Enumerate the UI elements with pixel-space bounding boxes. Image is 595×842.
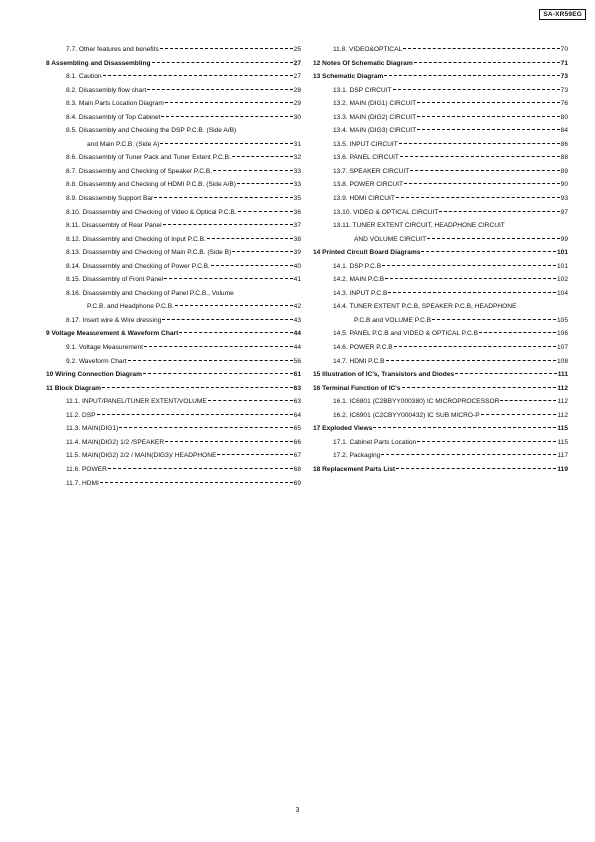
toc-page-number: 119 [557,465,568,473]
toc-entry-title: 9 Voltage Measurement & Waveform Chart [46,330,179,338]
toc-entry-title: 8.14. Disassembly and Checking of Power P.C.B. [66,262,210,270]
toc-right-column [313,43,568,477]
toc-entry-title: 16.2. IC6901 (C2CBYY000432) IC SUB MICRO-P [333,411,480,419]
toc-leader-line [119,427,292,428]
toc-subsection-entry[interactable] [46,206,301,220]
toc-subsection-entry[interactable] [313,206,568,220]
toc-page-number: 73 [560,73,568,81]
toc-entry-title: 10 Wiring Connection Diagram [46,371,142,379]
toc-subsection-entry[interactable] [46,233,301,247]
toc-page-number: 64 [293,411,301,419]
toc-entry-title: 8.15. Disassembly of Front Panel [66,276,164,284]
toc-entry-title: 16 Terminal Function of IC's [313,384,401,392]
toc-leader-line [175,305,293,306]
toc-leader-line [108,468,293,469]
toc-section-entry[interactable] [46,57,301,71]
toc-section-entry[interactable] [46,382,301,396]
toc-page-number: 101 [556,249,568,257]
toc-page-number: 40 [293,262,301,270]
toc-subsection-entry[interactable] [313,111,568,125]
toc-subsection-entry[interactable] [46,84,301,98]
toc-entry-title: 11.6. POWER [66,465,107,473]
toc-subsection-entry[interactable] [46,477,301,491]
toc-subsection-entry[interactable] [313,84,568,98]
toc-page-number: 67 [293,452,301,460]
toc-entry-title: 13.10. VIDEO & OPTICAL CIRCUIT [333,208,439,216]
toc-leader-line [500,400,556,401]
toc-page-number: 27 [293,59,301,67]
toc-subsection-entry[interactable] [46,273,301,287]
toc-entry-title: 17.2. Packaging [333,452,381,460]
toc-leader-line [404,183,560,184]
toc-leader-line [384,75,559,76]
toc-leader-line [163,224,293,225]
toc-entry-title: 12 Notes Of Schematic Diagram [313,59,413,67]
toc-page-number: 117 [557,452,568,460]
toc-page-number: 89 [560,167,568,175]
toc-section-entry[interactable] [313,70,568,84]
toc-entry-title: 8.4. Disassembly of Top Cabinet [66,113,161,121]
toc-page-number: 30 [293,113,301,121]
toc-leader-line [400,156,560,157]
toc-entry-title: P.C.B. and Headphone P.C.B. [87,303,175,311]
toc-section-entry[interactable] [313,246,568,260]
toc-page-number: 33 [293,167,301,175]
toc-subsection-entry[interactable] [313,43,568,57]
toc-page-number: 25 [293,46,301,53]
toc-page-number: 97 [560,208,568,216]
toc-section-entry[interactable] [313,368,568,382]
toc-leader-line [160,48,293,49]
toc-page-number: 33 [293,181,301,189]
toc-leader-line [481,414,557,415]
toc-subsection-entry[interactable] [46,409,301,423]
toc-entry-title: 11.8. VIDEO&OPTICAL [333,46,403,53]
toc-entry-title: 11.5. MAIN(DIG2) 2/2 / MAIN(DIG3)/ HEADPHONE [66,452,217,460]
toc-page-number: 65 [293,425,301,433]
toc-entry-title: 13.1. DSP CIRCUIT [333,86,392,94]
toc-page-number: 112 [557,384,568,392]
toc-leader-line [381,454,556,455]
toc-subsection-entry[interactable] [313,178,568,192]
toc-subsection-entry[interactable] [46,463,301,477]
toc-entry-title: 11.7. HDMI [66,479,99,487]
toc-leader-line [211,265,293,266]
toc-page-number: 69 [293,479,301,487]
toc-leader-line [232,156,293,157]
toc-leader-line [97,414,293,415]
toc-leader-line [179,332,292,333]
toc-subsection-entry[interactable] [313,395,568,409]
toc-page-number: 112 [557,411,568,419]
toc-subsection-entry[interactable] [46,219,301,233]
toc-section-entry[interactable] [46,327,301,341]
toc-leader-line [160,143,292,144]
toc-leader-line [414,62,560,63]
toc-entry-title: 13.9. HDMI CIRCUIT [333,195,395,203]
toc-subsection-entry[interactable] [46,138,301,152]
toc-leader-line [165,102,293,103]
toc-leader-line [427,238,559,239]
toc-leader-line [162,319,292,320]
toc-subsection-entry[interactable] [313,300,568,314]
toc-entry-title: 14.1. DSP P.C.B [333,262,382,270]
toc-page-number: 112 [557,398,568,406]
toc-leader-line [213,170,293,171]
toc-subsection-entry[interactable] [46,178,301,192]
toc-subsection-entry[interactable] [313,138,568,152]
toc-leader-line [439,211,559,212]
toc-page-number: 90 [560,181,568,189]
toc-leader-line [421,251,556,252]
toc-entry-title: 8.13. Disassembly and Checking of Main P.C.B. (Side B) [66,249,232,257]
toc-entry-title: 8.9. Disassembly Support Bar [66,195,154,203]
toc-subsection-entry[interactable] [313,314,568,328]
toc-leader-line [386,360,556,361]
toc-subsection-entry[interactable] [46,287,301,301]
toc-page-number: 66 [293,438,301,446]
toc-leader-line [217,454,292,455]
toc-subsection-entry[interactable] [313,260,568,274]
toc-subsection-entry[interactable] [46,43,301,57]
toc-entry-title: 8.12. Disassembly and Checking of Input P.C.B. [66,235,206,243]
toc-leader-line [417,441,556,442]
toc-page-number: 76 [560,100,568,108]
toc-page-number: 107 [556,344,568,352]
toc-page-number: 106 [556,330,568,338]
toc-subsection-entry[interactable] [46,97,301,111]
toc-leader-line [161,116,292,117]
toc-leader-line [373,427,556,428]
toc-entry-title: 13.2. MAIN (DIG1) CIRCUIT [333,100,417,108]
toc-subsection-entry[interactable] [46,151,301,165]
toc-entry-title: 8.16. Disassembly and Checking of Panel P.C.B., Volume [66,289,234,297]
toc-subsection-entry[interactable] [313,273,568,287]
toc-subsection-entry[interactable] [313,327,568,341]
toc-subsection-entry[interactable] [46,260,301,274]
toc-entry-title: 8.5. Disassembly and Checking the DSP P.C.B. (Side A/B) [66,127,237,135]
toc-subsection-entry[interactable] [313,436,568,450]
toc-leader-line [417,116,559,117]
toc-entry-title: 11.4. MAIN(DIG2) 1/2 /SPEAKER [66,438,165,446]
toc-subsection-entry[interactable] [46,192,301,206]
toc-page-number: 31 [293,140,301,148]
toc-leader-line [154,197,292,198]
toc-subsection-entry[interactable] [313,192,568,206]
toc-leader-line [432,319,556,320]
toc-leader-line [417,129,559,130]
toc-page-number: 73 [560,86,568,94]
toc-entry-title: 18 Replacement Parts List [313,465,396,473]
toc-entry-title: 8.17. Insert wire & Wire dressing [66,316,162,324]
toc-subsection-entry[interactable] [313,151,568,165]
toc-page-number: 38 [293,235,301,243]
toc-page-number: 56 [293,357,301,365]
toc-leader-line [238,211,293,212]
toc-subsection-entry[interactable] [46,124,301,138]
toc-leader-line [403,48,560,49]
toc-entry-title: 13 Schematic Diagram [313,73,384,81]
toc-entry-title: 8.1. Caution [66,73,102,81]
toc-entry-title: 13.7. SPEAKER CIRCUIT [333,167,410,175]
toc-section-entry[interactable] [313,422,568,436]
toc-page-number: 115 [557,438,568,446]
toc-subsection-entry[interactable] [46,436,301,450]
toc-leader-line [399,143,560,144]
toc-page-number: 37 [293,222,301,230]
toc-page-number: 61 [293,371,301,379]
toc-entry-title: 17.1. Cabinet Parts Location [333,438,417,446]
toc-entry-title: 14.4. TUNER EXTENT P.C.B, SPEAKER P.C.B, HEADPHONE [333,303,517,311]
toc-page-number: 28 [293,86,301,94]
toc-entry-title: 8.8. Disassembly and Checking of HDMI P.C.B. (Side A/B) [66,181,236,189]
toc-entry-title: 16.1. IC6801 (C2BBYY000380) IC MICROPROCESSOR [333,398,500,406]
toc-page-number: 63 [293,384,301,392]
toc-page-number: 80 [560,113,568,121]
toc-entry-title: 14.7. HDMI P.C.B [333,357,385,365]
toc-entry-title: 14 Printed Circuit Board Diagrams [313,249,421,257]
toc-page-number: 42 [293,303,301,311]
toc-entry-title: 14.5. PANEL P.C.B and VIDEO & OPTICAL P.C.B [333,330,479,338]
toc-subsection-entry[interactable] [313,97,568,111]
toc-entry-title: 8.11. Disassembly of Rear Panel [66,222,162,230]
toc-subsection-entry[interactable] [313,124,568,138]
toc-leader-line [128,360,293,361]
toc-entry-title: and Main P.C.B. (Side A) [87,140,160,148]
toc-page-number: 105 [556,316,568,324]
toc-page-number: 44 [293,330,301,338]
toc-page-number: 41 [293,276,301,284]
toc-leader-line [208,400,293,401]
toc-page-number: 104 [556,289,568,297]
toc-leader-line [164,278,293,279]
toc-entry-title: 8 Assembling and Disassembling [46,59,151,67]
toc-subsection-entry[interactable] [313,355,568,369]
toc-leader-line [410,170,559,171]
toc-entry-title: 11.1. INPUT/PANEL/TUNER EXTENT/VOLUME [66,398,207,406]
model-number-box: SA-XR59EG [539,9,586,20]
toc-page-number: 32 [293,154,301,162]
toc-entry-title: 13.6. PANEL CIRCUIT [333,154,399,162]
toc-subsection-entry[interactable] [313,165,568,179]
toc-entry-title: 7.7. Other features and benefits [66,46,159,53]
toc-page-number: 111 [557,371,568,379]
toc-page-number: 70 [560,46,568,53]
toc-page-number: 36 [293,208,301,216]
toc-page-number: 108 [556,357,568,365]
toc-leader-line [382,265,556,266]
toc-entry-title: 8.6. Disassembly of Tuner Pack and Tuner Extent P.C.B. [66,154,231,162]
toc-entry-title: 13.11. TUNER EXTENT CIRCUIT, HEADPHONE CIRCUIT [333,222,505,230]
toc-leader-line [394,346,556,347]
page-number: 3 [295,807,300,814]
toc-subsection-entry[interactable] [46,314,301,328]
toc-entry-title: 8.2. Disassembly flow chart [66,86,147,94]
toc-subsection-entry[interactable] [46,111,301,125]
toc-leader-line [388,292,556,293]
toc-leader-line [402,387,557,388]
toc-page-number: 71 [560,59,568,67]
toc-page-number: 44 [293,344,301,352]
toc-entry-title: AND VOLUME CIRCUIT [354,235,427,243]
toc-subsection-entry[interactable] [46,246,301,260]
toc-entry-title: 13.8. POWER CIRCUIT [333,181,403,189]
toc-leader-line [417,102,559,103]
toc-subsection-entry[interactable] [313,341,568,355]
toc-leader-line [143,373,293,374]
toc-page-number: 86 [560,140,568,148]
toc-page-number: 68 [293,465,301,473]
toc-entry-title: 8.3. Main Parts Location Diagram [66,100,164,108]
toc-page-number: 101 [556,262,568,270]
toc-entry-title: 8.7. Disassembly and Checking of Speaker P.C.B. [66,167,213,175]
toc-subsection-entry[interactable] [46,395,301,409]
toc-page-number: 29 [293,100,301,108]
toc-entry-title: 11.2. DSP [66,411,96,419]
toc-subsection-entry[interactable] [46,449,301,463]
toc-entry-title: 9.2. Waveform Chart [66,357,127,365]
toc-leader-line [396,468,556,469]
toc-leader-line [455,373,557,374]
toc-subsection-entry[interactable] [313,219,568,233]
toc-page-number: 63 [293,398,301,406]
toc-entry-title: 14.6. POWER P.C.B [333,344,393,352]
toc-page-number: 27 [293,73,301,81]
toc-page-number: 39 [293,249,301,257]
toc-subsection-entry[interactable] [46,355,301,369]
toc-page-number: 93 [560,195,568,203]
toc-page-number: 35 [293,195,301,203]
toc-entry-title: P.C.B and VOLUME P.C.B [354,316,432,324]
toc-page-number: 88 [560,154,568,162]
toc-leader-line [103,75,293,76]
toc-leader-line [100,482,293,483]
toc-section-entry[interactable] [46,368,301,382]
toc-entry-title: 13.4. MAIN (DIG3) CIRCUIT [333,127,417,135]
toc-entry-title: 9.1. Voltage Measurement [66,344,143,352]
toc-leader-line [152,62,293,63]
toc-entry-title: 14.3. INPUT P.C.B [333,289,388,297]
toc-subsection-entry[interactable] [46,341,301,355]
toc-subsection-entry[interactable] [313,449,568,463]
toc-leader-line [102,387,293,388]
toc-subsection-entry[interactable] [313,409,568,423]
toc-subsection-entry[interactable] [46,70,301,84]
toc-page-number: 99 [560,235,568,243]
toc-subsection-entry[interactable] [46,300,301,314]
toc-leader-line [147,89,292,90]
toc-subsection-entry[interactable] [313,287,568,301]
toc-leader-line [207,238,293,239]
toc-leader-line [479,332,556,333]
toc-page-number: 84 [560,127,568,135]
toc-subsection-entry[interactable] [46,422,301,436]
toc-entry-title: 17 Exploded Views [313,425,373,433]
toc-section-entry[interactable] [313,382,568,396]
toc-entry-title: 14.2. MAIN P.C.B [333,276,385,284]
toc-leader-line [385,278,556,279]
toc-leader-line [393,89,560,90]
toc-leader-line [237,183,293,184]
toc-subsection-entry[interactable] [46,165,301,179]
toc-section-entry[interactable] [313,57,568,71]
toc-leader-line [144,346,293,347]
toc-page-number: 43 [293,316,301,324]
toc-entry-title: 8.10. Disassembly and Checking of Video & Optical P.C.B. [66,208,237,216]
toc-section-entry[interactable] [313,463,568,477]
toc-entry-title: 13.3. MAIN (DIG2) CIRCUIT [333,113,417,121]
toc-left-column [46,43,301,490]
toc-subsection-entry[interactable] [313,233,568,247]
toc-page-number: 102 [556,276,568,284]
toc-entry-title: 15 Illustration of IC's, Transistors and Diodes [313,371,455,379]
toc-leader-line [232,251,292,252]
toc-entry-title: 13.5. INPUT CIRCUIT [333,140,398,148]
toc-leader-line [165,441,293,442]
toc-entry-title: 11.3. MAIN(DIG1) [66,425,119,433]
toc-page-number: 115 [557,425,568,433]
toc-leader-line [396,197,560,198]
toc-entry-title: 11 Block Diagram [46,384,101,392]
